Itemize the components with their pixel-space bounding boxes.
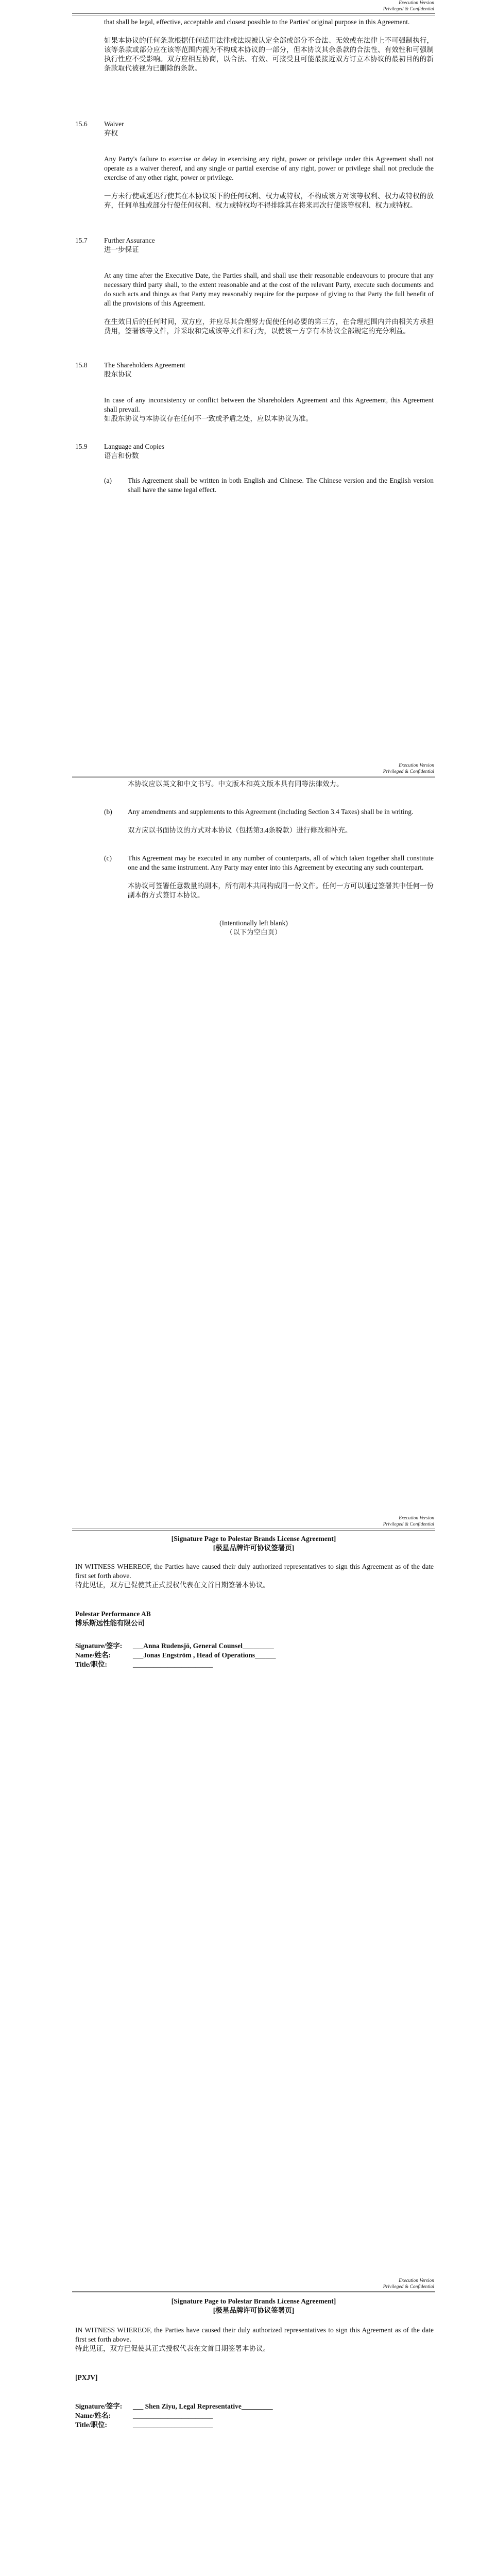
party-name: [PXJV] — [75, 2374, 98, 2381]
header-rule-thin — [72, 777, 435, 778]
signature-value: ___Anna Rudensjö, General Counsel_________ — [133, 1642, 274, 1650]
list-label-a: (a) — [104, 477, 112, 484]
document-page-3 — [0, 1406, 497, 2110]
paragraph-shareholders-en: In case of any inconsistency or conflict between the Shareholders Agreement and this Agreement, this Agreement shall prevail. — [104, 396, 434, 413]
party-name-en: Polestar Performance AB — [75, 1610, 151, 1618]
document-page-4 — [0, 2110, 497, 2576]
page-header — [383, 762, 434, 775]
witness-clause-zh: 特此见证，双方已促使其正式授权代表在文首日期签署本协议。 — [75, 1581, 270, 1589]
section-title-language-zh: 语言和份数 — [104, 452, 139, 460]
paragraph-assurance-en: At any time after the Executive Date, the Parties shall, and shall use their reasonable endeavours to procure that any necessary third party shall, to the extent reasonable and at the cost of the relevant Party, execute such documents and do such acts and things as that Party may reasonably require for the purpose of giving to that Party the full benefit of all the provisions of this Agreement. — [104, 272, 434, 307]
signature-label: Signature/签字: — [75, 2402, 123, 2410]
paragraph-severability-en: that shall be legal, effective, acceptable and closest possible to the Parties' original purpose in this Agreement. — [104, 18, 410, 26]
header-version: Execution Version — [399, 763, 434, 768]
page-header — [383, 2278, 434, 2290]
signature-page-title-zh: [极星品牌许可协议签署页] — [213, 2307, 295, 2314]
header-confidential: Privileged & Confidential — [383, 769, 434, 774]
section-title-shareholders-en: The Shareholders Agreement — [104, 361, 185, 369]
paragraph-severability-zh: 如果本协议的任何条款根据任何适用法律或法规被认定全部或部分不合法、无效或在法律上不可强制执行，该等条款或部分应在该等范围内视为不构成本协议的一部分，但本协议其余条款的合法性、有效性和可强制执行性应不受影响。双方应相互协商，以合法、有效、可接受且可能最接近双方订立本协议的最初目的的新条款取代被视为已删除的条款。 — [104, 37, 434, 72]
signature-page-title-en: [Signature Page to Polestar Brands License Agreement] — [171, 1535, 336, 1543]
section-title-waiver-en: Waiver — [104, 120, 124, 128]
section-number-15-9: 15.9 — [75, 443, 88, 450]
header-confidential: Privileged & Confidential — [383, 1522, 434, 1527]
signature-page-title-en: [Signature Page to Polestar Brands License Agreement] — [171, 2297, 336, 2305]
paragraph-shareholders-zh: 如股东协议与本协议存在任何不一致或矛盾之处，应以本协议为准。 — [104, 415, 313, 422]
witness-clause-zh: 特此见证，双方已促使其正式授权代表在文首日期签署本协议。 — [75, 2345, 270, 2352]
header-version: Execution Version — [399, 1516, 434, 1521]
paragraph-language-c-zh: 本协议可签署任意数量的副本，所有副本共同构成同一份文件。任何一方可以通过签署其中任何一份副本的方式签订本协议。 — [128, 882, 434, 899]
header-confidential: Privileged & Confidential — [383, 2284, 434, 2290]
paragraph-language-a-en: This Agreement shall be written in both English and Chinese. The Chinese version and the English version shall have the same legal effect. — [128, 477, 434, 494]
page-header — [383, 0, 434, 12]
intentionally-blank-en: (Intentionally left blank) — [219, 919, 288, 927]
section-number-15-6: 15.6 — [75, 120, 88, 128]
signature-value: ___ Shen Ziyu, Legal Representative_________ — [133, 2402, 273, 2410]
section-title-shareholders-zh: 股东协议 — [104, 370, 132, 378]
section-title-waiver-zh: 弃权 — [104, 129, 118, 137]
paragraph-language-a-zh: 本协议应以英文和中文书写。中文版本和英文版本具有同等法律效力。 — [128, 780, 344, 788]
document-page-1 — [0, 0, 497, 703]
title-value: _______________________ — [133, 2421, 213, 2429]
name-label: Name/姓名: — [75, 2412, 111, 2419]
list-label-b: (b) — [104, 808, 112, 816]
signature-page-title-zh: [极星品牌许可协议签署页] — [213, 1544, 295, 1552]
signature-label: Signature/签字: — [75, 1642, 123, 1650]
name-value: ___Jonas Engström , Head of Operations______ — [133, 1651, 276, 1659]
section-title-language-en: Language and Copies — [104, 443, 164, 450]
header-rule — [72, 2291, 435, 2292]
title-label: Title/职位: — [75, 1660, 107, 1668]
witness-clause-en: IN WITNESS WHEREOF, the Parties have caused their duly authorized representatives to sign this Agreement as of the date first set forth above. — [75, 1563, 434, 1580]
section-number-15-8: 15.8 — [75, 361, 88, 369]
paragraph-assurance-zh: 在生效日后的任何时间，双方应，并应尽其合理努力促使任何必要的第三方，在合理范围内并由相关方承担费用，签署该等文件，并采取和完成该等文件和行为，以使该一方享有本协议全部规定的充分利益。 — [104, 318, 434, 335]
section-title-assurance-zh: 进一步保证 — [104, 246, 139, 253]
intentionally-blank-zh: （以下为空白页） — [226, 928, 282, 936]
header-rule — [72, 13, 435, 14]
header-confidential: Privileged & Confidential — [383, 7, 434, 12]
paragraph-waiver-en: Any Party's failure to exercise or delay in exercising any right, power or privilege under this Agreement shall not operate as a waiver thereof, and any single or partial exercise of any right, power or privilege shall not preclude the exercise of any other right, power or privilege. — [104, 155, 434, 181]
title-value: _______________________ — [133, 1660, 213, 1668]
title-label: Title/职位: — [75, 2421, 107, 2429]
section-number-15-7: 15.7 — [75, 236, 88, 244]
header-version: Execution Version — [399, 2278, 434, 2283]
list-label-c: (c) — [104, 854, 112, 862]
paragraph-language-b-zh: 双方应以书面协议的方式对本协议（包括第3.4条税款）进行修改和补充。 — [128, 826, 352, 834]
document-page-2 — [0, 703, 497, 1406]
paragraph-language-c-en: This Agreement may be executed in any number of counterparts, all of which taken together shall constitute one and the same instrument. Any Party may enter into this Agreement by executing any such counterpart. — [128, 854, 434, 871]
header-rule-thin — [72, 1530, 435, 1531]
paragraph-language-b-en: Any amendments and supplements to this Agreement (including Section 3.4 Taxes) shall be in writing. — [128, 808, 414, 816]
name-value: _______________________ — [133, 2412, 213, 2419]
witness-clause-en: IN WITNESS WHEREOF, the Parties have caused their duly authorized representatives to sign this Agreement as of the date first set forth above. — [75, 2326, 434, 2343]
party-name-zh: 博乐斯远性能有限公司 — [75, 1619, 145, 1627]
section-title-assurance-en: Further Assurance — [104, 236, 155, 244]
name-label: Name/姓名: — [75, 1651, 111, 1659]
header-version: Execution Version — [399, 1, 434, 6]
paragraph-waiver-zh: 一方未行使或延迟行使其在本协议项下的任何权利、权力或特权，不构成该方对该等权利、权力或特权的放弃，任何单独或部分行使任何权利、权力或特权均不得排除其在将来再次行使该等权利、权力或特权。 — [104, 192, 434, 209]
page-header — [383, 1515, 434, 1528]
